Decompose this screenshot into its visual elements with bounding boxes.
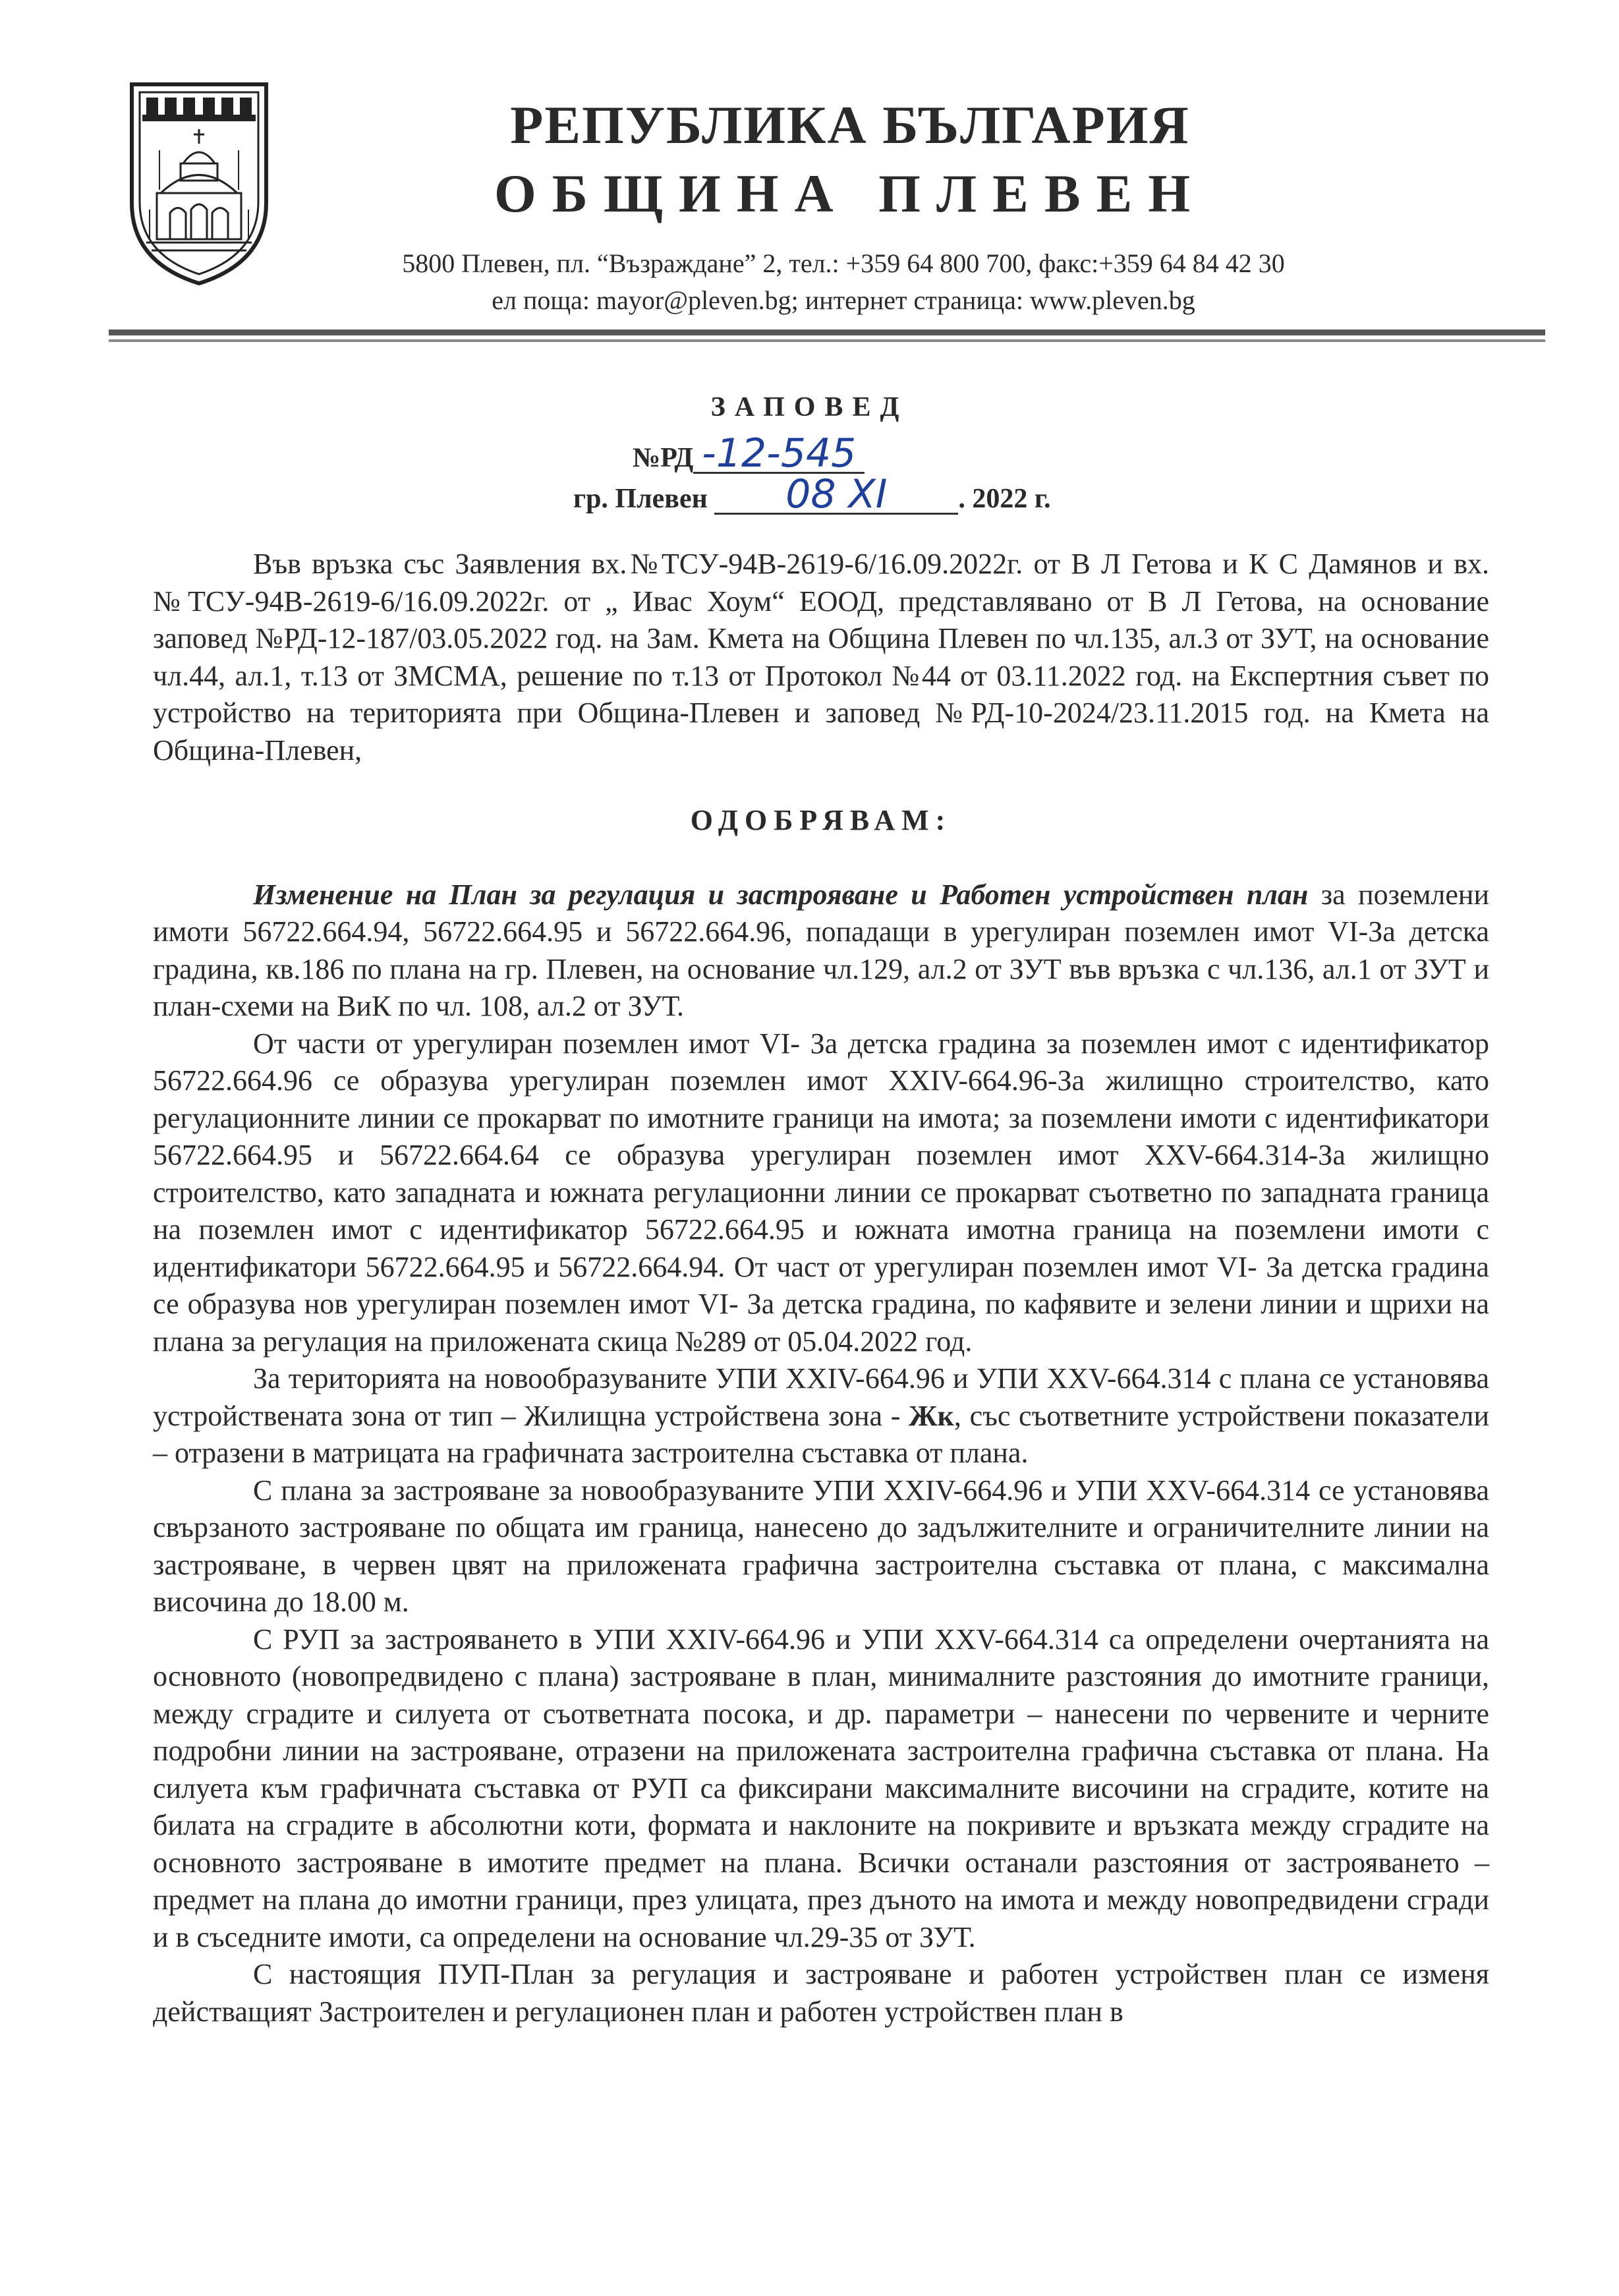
order-date xyxy=(573,471,1051,517)
letterhead-contacts: ел поща: mayor@pleven.bg; интернет страница: www.pleven.bg xyxy=(492,285,1195,315)
paragraph-4: С плана за застрояване за новообразуваните УПИ XXIV-664.96 и УПИ XXV-664.314 се установява свързаното застрояване по общата им граница, нанесено до задължителните и ограничителните линии на застрояване, в червен цвят на приложената графична застроителна съставка от плана, с максимална височина до 18.00 м. xyxy=(153,1474,1489,1618)
order-date-prefix: гр. Плевен xyxy=(573,484,708,514)
order-date-handwritten: 08 XI xyxy=(714,476,958,515)
paragraph-1 xyxy=(153,876,1489,1025)
order-number-handwritten: -12-545 xyxy=(693,435,865,474)
paragraph-6: С настоящия ПУП-План за регулация и застрояване и работен устройствен план се изменя действащият Застроителен и регулационен план и работен устройствен план в xyxy=(153,1958,1489,2028)
paragraph-3 xyxy=(153,1360,1489,1472)
order-date-suffix: . 2022 г. xyxy=(958,484,1051,514)
paragraph-1-bold: Изменение на План за регулация и застрояване и Работен устройствен план xyxy=(253,878,1309,911)
approve-heading: ОДОБРЯВАМ: xyxy=(690,804,952,836)
paragraph-3-b: , със съответните устройствени показатели – отразени в матрицата на графичната застроителна съставка от плана. xyxy=(153,1399,1489,1469)
intro-paragraph: Във връзка със Заявления вх.№ТСУ-94В-2619-6/16.09.2022г. от В Л Гетова и К С Дамянов и вх.№ТСУ-94В-2619-6/16.09.2022г. от „ Ивас Хоум“ ЕООД, представлявано от В Л Гетова, на основание заповед №РД-12-187/03.05.2022 год. на Зам. Кмета на Община Плевен по чл.135, ал.3 от ЗУТ, на основание чл.44, ал.1, т.13 от ЗМСМА, решение по т.13 от Протокол №44 от 03.11.2022 год. на Експертния съвет по устройство на територията при Община-Плевен и заповед №РД-10-2024/23.11.2015 год. на Кмета на Община-Плевен, xyxy=(153,548,1489,766)
letterhead-address: 5800 Плевен, пл. “Възраждане” 2, тел.: +359 64 800 700, факс:+359 64 84 42 30 xyxy=(402,248,1285,278)
order-number xyxy=(633,430,865,476)
paragraph-1-rest: за поземлени имоти 56722.664.94, 56722.664.95 и 56722.664.96, попадащи в урегулиран поземлен имот VI-За детска градина, кв.186 по плана на гр. Плевен, на основание чл.129, ал.2 от ЗУТ във връзка с чл.136, ал.1 от ЗУТ и план-схеми на ВиК по чл. 108, ал.2 от ЗУТ. xyxy=(153,878,1489,1022)
letterhead-country: РЕПУБЛИКА БЪЛГАРИЯ xyxy=(510,95,1190,155)
paragraph-2: От части от урегулиран поземлен имот VI- За детска градина за поземлен имот с идентификатор 56722.664.96 се образува урегулиран поземлен имот XXIV-664.96-За жилищно строителство, като регулационните линии се прокарват по имотните граници на имота; за поземлени имоти с идентификатори 56722.664.95 и 56722.664.64 се образува урегулиран поземлен имот XXV-664.314-За жилищно строителство, като западната и южната регулационни линии се прокарват съответно по западната граница на поземлен имот с идентификатор 56722.664.95 и южната имотна граница на поземлени имоти с идентификатори 56722.664.95 и 56722.664.94. От част от урегулиран поземлен имот VI- За детска градина се образува нов урегулиран поземлен имот VI- За детска градина, по кафявите и зелени линии и щрихи на плана за регулация на приложената скица №289 от 05.04.2022 год. xyxy=(153,1027,1489,1358)
order-title: ЗАПОВЕД xyxy=(710,392,909,422)
header-divider xyxy=(109,330,1545,335)
paragraph-3-bold: Жк xyxy=(909,1399,954,1432)
header-divider-thin xyxy=(109,339,1545,342)
order-body xyxy=(153,546,1489,2030)
paragraph-3-a: За територията на новообразуваните УПИ XXIV-664.96 и УПИ XXV-664.314 с плана се установява устройствената зона от тип – Жилищна устройствена зона - xyxy=(153,1362,1489,1432)
letterhead-municipality: ОБЩИНА ПЛЕВЕН xyxy=(494,163,1207,223)
order-number-prefix: №РД xyxy=(633,443,694,473)
municipality-crest xyxy=(120,78,278,289)
paragraph-5: С РУП за застрояването в УПИ XXIV-664.96 и УПИ XXV-664.314 са определени очертанията на основното (новопредвидено с плана) застрояване в план, минималните разстояния до имотните граници, между сградите и силуета от съответната посока, и др. параметри – нанесени по червените и черните подробни линии на застрояване, отразени на приложената застроителна графична съставка от плана. На силуета към графичната съставка от РУП са фиксирани максималните височини на сградите, котите на билата на сградите в абсолютни коти, формата и наклоните на покривите и връзката между сградите на основното застрояване в имотите предмет на плана. Всички останали разстояния от застрояването – предмет на плана до имотни граници, през улицата, през дъното на имота и между новопредвидени сгради и в съседните имоти, са определени на основание чл.29-35 от ЗУТ. xyxy=(153,1622,1489,1953)
